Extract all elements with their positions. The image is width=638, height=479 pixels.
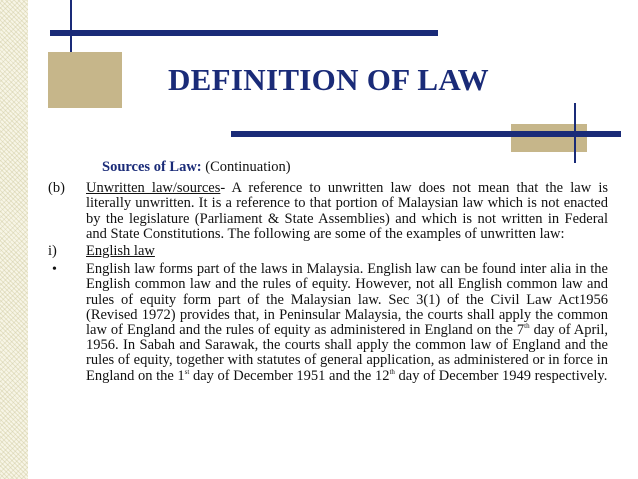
item-marker: i) [48,243,57,260]
heading-label: Sources of Law: [102,159,202,175]
slide-content [48,160,608,384]
paragraph-marker: (b) [48,180,65,197]
ordinal-suffix-3: th [389,367,395,376]
top-rule [50,30,438,36]
bullet-english-law [48,262,608,384]
ordinal-suffix-2: st [184,367,190,376]
decorative-side-stripe [0,0,28,479]
page-title: DEFINITION OF LAW [168,62,489,97]
section-heading [102,160,608,175]
bullet-text-part3: day of December 1951 and the 12 [189,367,390,384]
bullet-icon: • [52,262,57,278]
ordinal-suffix-1: th [524,322,530,331]
list-item-english-law [48,244,608,259]
bullet-text-part1: English law forms part of the laws in Malaysia. English law can be found inter alia in the English common law and the rules of equity. However, not all English common law and rules of equity form part of the Malaysian law. Sec 3(1) of the Civil Law Act1956 (Revised 1972) provides that, in Peninsular Malaysia, the courts shall apply the common law of England and the rules of equity as administered in England on the 7 [86,261,608,339]
paragraph-unwritten-law [48,181,608,242]
paragraph-text: - A reference to unwritten law does not mean that the law is literally unwritten. It is a reference to that portion of Malaysian law which is not enacted by the legislature (Parliament & State Assemblies) and which is not written in Federal and State Constitutions. The following are some of the examples of unwritten law: [86,180,608,242]
unwritten-law-term: Unwritten law/sources [86,180,221,197]
bullet-text-part2: day of April, 1956. In Sabah and Sarawak, the courts shall apply the common law of England and the rules of equity, together with statutes of general application, as administered or in force in England on the 1 [86,322,608,384]
bottom-vertical-line [574,103,576,163]
bullet-text-part4: day of December 1949 respectively. [394,367,608,384]
english-law-label: English law [86,243,155,260]
bottom-rule [231,131,621,137]
heading-note: (Continuation) [205,159,291,175]
top-accent-block [48,52,122,108]
